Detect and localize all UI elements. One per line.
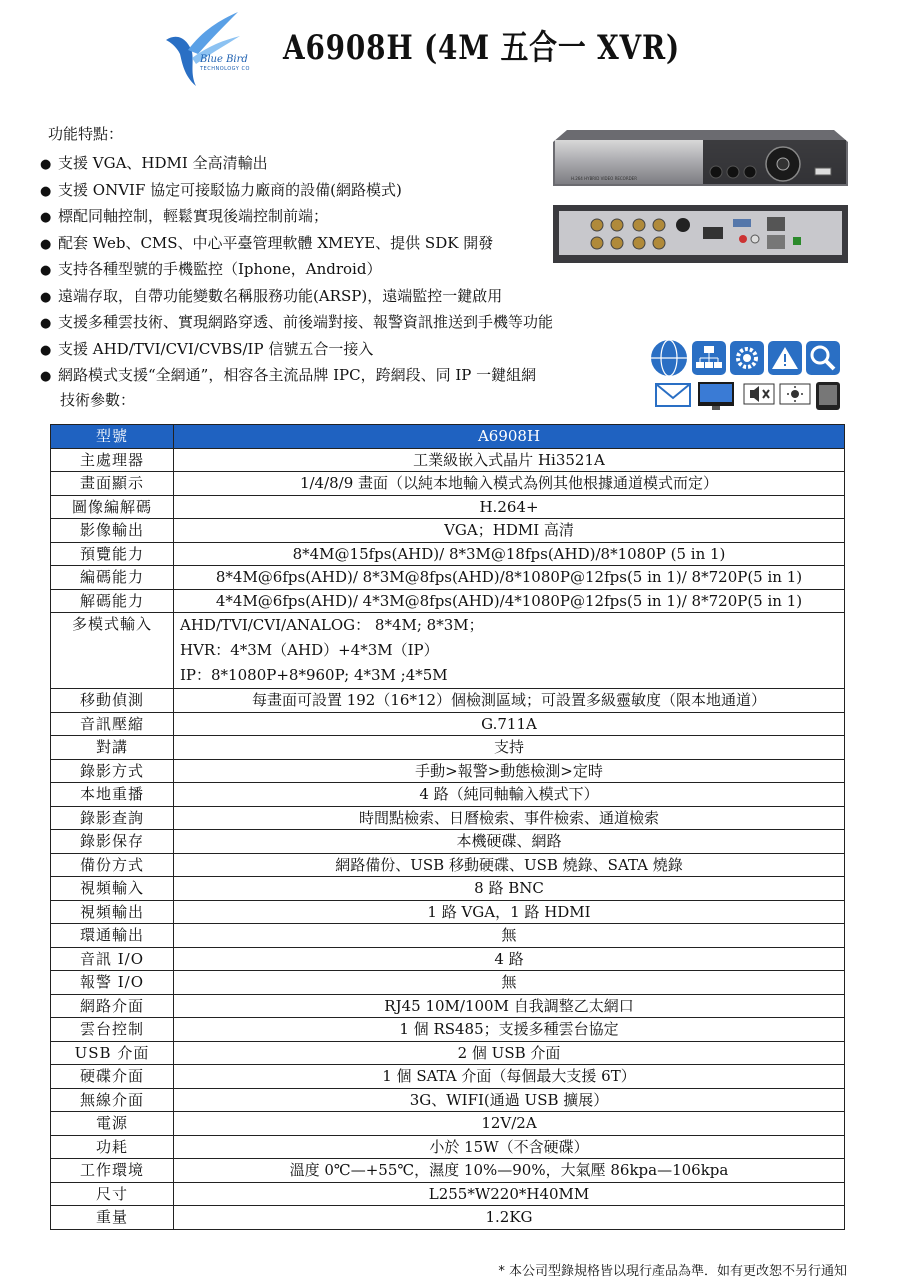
spec-value-cell xyxy=(174,613,845,689)
spec-key-cell: 功耗 xyxy=(51,1135,174,1159)
spec-value-cell: 工業級嵌入式晶片 Hi3521A xyxy=(174,448,845,472)
table-row xyxy=(51,1041,845,1065)
spec-key-cell: 重量 xyxy=(51,1206,174,1230)
spec-value-cell: 8*4M@15fps(AHD)/ 8*3M@18fps(AHD)/8*1080P (5 in 1) xyxy=(174,542,845,566)
spec-key-cell: 錄影查詢 xyxy=(51,806,174,830)
table-row xyxy=(51,900,845,924)
table-row xyxy=(51,759,845,783)
table-row xyxy=(51,1018,845,1042)
logo-text: Blue Bird xyxy=(200,54,248,65)
spec-value-cell: 本機硬碟、網路 xyxy=(174,830,845,854)
brightness-icon xyxy=(780,384,810,404)
table-row xyxy=(51,806,845,830)
spec-value-cell: 4 路（純同軸輸入模式下） xyxy=(174,783,845,807)
table-row xyxy=(51,947,845,971)
spec-value-cell: RJ45 10M/100M 自我調整乙太網口 xyxy=(174,994,845,1018)
table-row xyxy=(51,495,845,519)
spec-value-cell: 4*4M@6fps(AHD)/ 4*3M@8fps(AHD)/4*1080P@12fps(5 in 1)/ 8*720P(5 in 1) xyxy=(174,589,845,613)
warning-icon xyxy=(768,341,802,375)
table-row xyxy=(51,519,845,543)
table-row xyxy=(51,712,845,736)
table-row xyxy=(51,689,845,713)
table-row xyxy=(51,1135,845,1159)
spec-value-cell: VGA；HDMI 高清 xyxy=(174,519,845,543)
spec-key-cell: 無線介面 xyxy=(51,1088,174,1112)
table-row xyxy=(51,1112,845,1136)
spec-value-cell: 時間點檢索、日曆檢索、事件檢索、通道檢索 xyxy=(174,806,845,830)
spec-key-cell: 備份方式 xyxy=(51,853,174,877)
spec-value-cell: H.264+ xyxy=(174,495,845,519)
mail-icon xyxy=(656,384,690,406)
table-row xyxy=(51,542,845,566)
monitor-icon xyxy=(698,382,734,410)
blue-bird-logo xyxy=(158,10,258,90)
svg-text:H.264 HYBRID VIDEO RECORDER: H.264 HYBRID VIDEO RECORDER xyxy=(571,176,637,181)
spec-value-cell: G.711A xyxy=(174,712,845,736)
table-row xyxy=(51,971,845,995)
bullet-icon: ● xyxy=(40,342,52,358)
table-row xyxy=(51,1088,845,1112)
spec-value-cell: 3G、WIFI(通過 USB 擴展） xyxy=(174,1088,845,1112)
feature-item: ● 支持各種型號的手機監控（Iphone，Android） xyxy=(40,256,553,283)
spec-key-cell: 圖像編解碼 xyxy=(51,495,174,519)
network-icon xyxy=(692,341,726,375)
bullet-icon: ● xyxy=(40,369,52,384)
table-row xyxy=(51,566,845,590)
table-row xyxy=(51,613,845,689)
spec-value-line: AHD/TVI/CVI/ANALOG： 8*4M; 8*3M； xyxy=(180,616,484,634)
logo-subtext: TECHNOLOGY CO xyxy=(200,66,250,72)
spec-value-cell: 2 個 USB 介面 xyxy=(174,1041,845,1065)
table-row xyxy=(51,1159,845,1183)
feature-item: ● 支援多種雲技術、實現網路穿透、前後端對接、報警資訊推送到手機等功能 xyxy=(40,309,553,336)
spec-key-cell: 報警 I/O xyxy=(51,971,174,995)
spec-key-cell: 本地重播 xyxy=(51,783,174,807)
spec-value-cell: 支持 xyxy=(174,736,845,760)
footnote: * 本公司型錄規格皆以現行產品為準．如有更改恕不另行通知 xyxy=(498,1264,847,1279)
table-row xyxy=(51,877,845,901)
table-row xyxy=(51,589,845,613)
header-value-cell: A6908H xyxy=(174,425,845,449)
spec-key-cell: 錄影保存 xyxy=(51,830,174,854)
table-row xyxy=(51,783,845,807)
spec-value-cell: 1 個 RS485；支援多種雲台協定 xyxy=(174,1018,845,1042)
table-row xyxy=(51,924,845,948)
table-row xyxy=(51,1182,845,1206)
table-row xyxy=(51,1065,845,1089)
tablet-icon xyxy=(816,382,840,410)
table-row xyxy=(51,448,845,472)
bullet-icon: ● xyxy=(40,316,52,331)
table-row xyxy=(51,830,845,854)
spec-key-cell: 對講 xyxy=(51,736,174,760)
spec-key-cell: 工作環境 xyxy=(51,1159,174,1183)
spec-key-cell: 雲台控制 xyxy=(51,1018,174,1042)
feature-item: ● 支援 ONVIF 協定可接駁協力廠商的設備(網路模式) xyxy=(40,177,553,204)
feature-item: ● 網路模式支援“全網通”，相容各主流品牌 IPC，跨網段、同 IP 一鍵組網 xyxy=(40,362,553,389)
table-row xyxy=(51,1206,845,1230)
spec-value-cell: 手動>報警>動態檢測>定時 xyxy=(174,759,845,783)
table-row xyxy=(51,994,845,1018)
spec-value-cell: 1.2KG xyxy=(174,1206,845,1230)
features-heading: 功能特點： xyxy=(48,125,124,143)
spec-value-cell: 1 個 SATA 介面（每個最大支援 6T） xyxy=(174,1065,845,1089)
spec-key-cell: 錄影方式 xyxy=(51,759,174,783)
header-key-cell: 型號 xyxy=(51,425,174,449)
bullet-icon: ● xyxy=(40,236,52,252)
spec-value-cell: 1/4/8/9 畫面（以純本地輸入模式為例其他根據通道模式而定） xyxy=(174,472,845,496)
spec-key-cell: 網路介面 xyxy=(51,994,174,1018)
bullet-icon: ● xyxy=(40,210,52,225)
spec-key-cell: 音訊壓縮 xyxy=(51,712,174,736)
feature-item: ● 支援 AHD/TVI/CVI/CVBS/IP 信號五合一接入 xyxy=(40,336,553,363)
spec-key-cell: 解碼能力 xyxy=(51,589,174,613)
spec-value-cell: L255*W220*H40MM xyxy=(174,1182,845,1206)
page-title: A6908H (4M 五合一 XVR) xyxy=(283,28,680,68)
feature-item: ● 遠端存取，自帶功能變數名稱服務功能(ARSP)，遠端監控一鍵啟用 xyxy=(40,283,553,310)
spec-key-cell: 影像輸出 xyxy=(51,519,174,543)
bullet-icon: ● xyxy=(40,263,52,278)
spec-key-cell: 主處理器 xyxy=(51,448,174,472)
spec-key-cell: USB 介面 xyxy=(51,1041,174,1065)
spec-value-cell: 8 路 BNC xyxy=(174,877,845,901)
table-row xyxy=(51,472,845,496)
spec-value-cell: 每畫面可設置 192（16*12）個檢測區域；可設置多級靈敏度（限本地通道） xyxy=(174,689,845,713)
spec-key-cell: 尺寸 xyxy=(51,1182,174,1206)
spec-key-cell: 視頻輸入 xyxy=(51,877,174,901)
feature-icons xyxy=(648,338,848,413)
spec-key-cell: 移動偵測 xyxy=(51,689,174,713)
spec-value-line: HVR：4*3M（AHD）+4*3M（IP） xyxy=(180,641,439,659)
spec-key-cell: 環通輸出 xyxy=(51,924,174,948)
spec-value-cell: 無 xyxy=(174,971,845,995)
spec-key-cell: 硬碟介面 xyxy=(51,1065,174,1089)
feature-item: ● 標配同軸控制，輕鬆實現後端控制前端； xyxy=(40,203,553,230)
table-header-row xyxy=(51,425,845,449)
spec-value-cell: 4 路 xyxy=(174,947,845,971)
bullet-icon: ● xyxy=(40,183,52,199)
spec-value-cell: 小於 15W（不含硬碟） xyxy=(174,1135,845,1159)
spec-key-cell: 電源 xyxy=(51,1112,174,1136)
spec-value-line: IP：8*1080P+8*960P; 4*3M ;4*5M xyxy=(180,666,448,684)
spec-key-cell: 多模式輸入 xyxy=(51,613,174,689)
magnifier-icon xyxy=(806,341,840,375)
spec-value-cell: 溫度 0℃—+55℃，濕度 10%—90%，大氣壓 86kpa—106kpa xyxy=(174,1159,845,1183)
speaker-mute-icon xyxy=(744,384,774,404)
spec-table xyxy=(50,424,845,1230)
spec-key-cell: 視頻輸出 xyxy=(51,900,174,924)
spec-key-cell: 音訊 I/O xyxy=(51,947,174,971)
feature-list xyxy=(40,150,553,389)
spec-value-cell: 無 xyxy=(174,924,845,948)
spec-key-cell: 預覽能力 xyxy=(51,542,174,566)
bullet-icon: ● xyxy=(40,289,52,305)
tech-heading: 技術參數： xyxy=(60,391,136,409)
feature-item: ● 配套 Web、CMS、中心平臺管理軟體 XMEYE、提供 SDK 開發 xyxy=(40,230,553,257)
spec-value-cell: 8*4M@6fps(AHD)/ 8*3M@8fps(AHD)/8*1080P@12fps(5 in 1)/ 8*720P(5 in 1) xyxy=(174,566,845,590)
table-row xyxy=(51,853,845,877)
table-row xyxy=(51,736,845,760)
feature-item: ● 支援 VGA、HDMI 全高清輸出 xyxy=(40,150,553,177)
spec-key-cell: 編碼能力 xyxy=(51,566,174,590)
spec-value-cell: 網路備份、USB 移動硬碟、USB 燒錄、SATA 燒錄 xyxy=(174,853,845,877)
spec-key-cell: 畫面顯示 xyxy=(51,472,174,496)
spec-value-cell: 1 路 VGA，1 路 HDMI xyxy=(174,900,845,924)
globe-icon xyxy=(651,340,687,376)
dvr-front-image xyxy=(553,128,848,188)
gear-icon xyxy=(730,341,764,375)
dvr-back-image xyxy=(553,205,848,263)
bullet-icon: ● xyxy=(40,157,52,172)
spec-value-cell: 12V/2A xyxy=(174,1112,845,1136)
